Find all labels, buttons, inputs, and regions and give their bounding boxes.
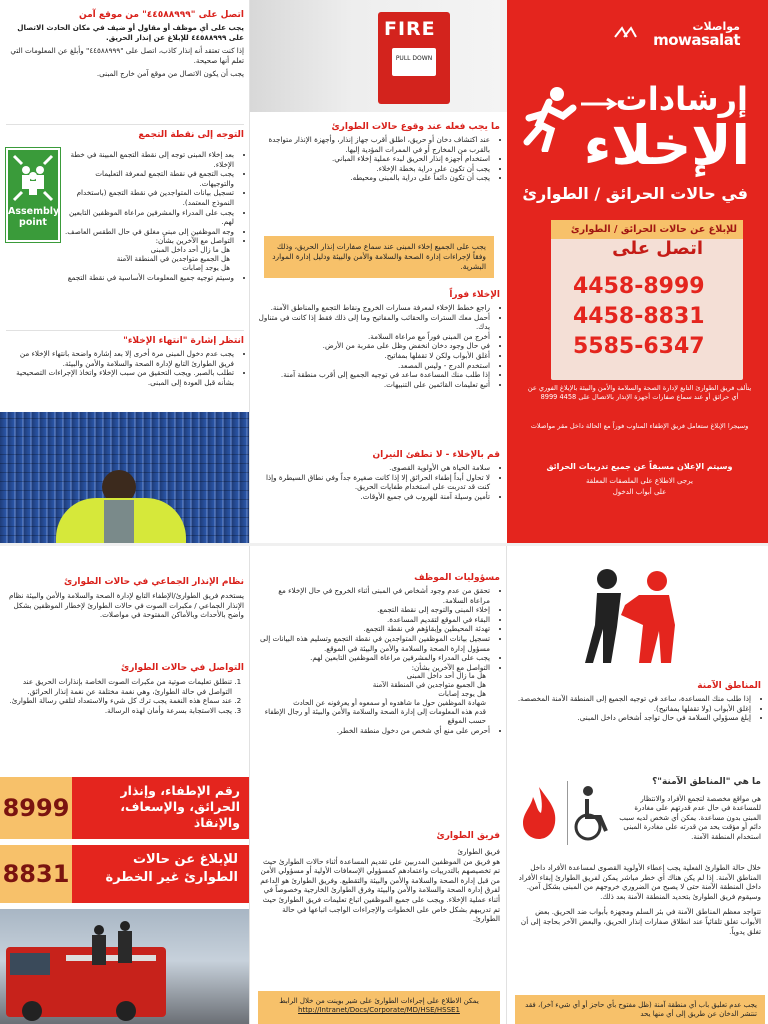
pull-handle xyxy=(392,48,436,76)
drill-notice-sub1: يرجى الاطلاع على الملصقات المعلقة xyxy=(586,477,693,485)
wait-signal-list xyxy=(6,349,244,387)
assembly-point-sign xyxy=(6,148,60,242)
assembly-panel xyxy=(0,0,250,545)
list-item: • تأمين وسيلة آمنة للهروب في جميع الأوقات. xyxy=(256,492,490,502)
employee-duties-title: مسؤوليات الموظف xyxy=(414,573,500,583)
report-label: للإبلاغ عن حالات الحرائق / الطوارئ xyxy=(551,220,743,239)
cover-panel xyxy=(507,0,768,545)
firefighters xyxy=(90,919,150,999)
list-item: • أتبع تعليمات القائمين على التنبيهات. xyxy=(256,380,490,390)
fire-alarm-box xyxy=(378,12,450,104)
list-item: • في حال وجود دخان انخفض وظل على مقربة من الأرض. xyxy=(256,341,490,351)
fold-line xyxy=(506,545,507,1024)
list-item: • تسجيل بيانات المتواجدين في نقطة التجمع (باستخدام النموذج المعتمد). xyxy=(62,188,234,207)
list-item: • تسجيل بيانات الموظفين المتواجدين في نقطة التجمع وتسليم هذه البيانات إلى مسؤول إدارة الصحة والسلامة والأمن والبيئة في الموقع. xyxy=(258,634,490,653)
fire-hotline-number-box[interactable] xyxy=(0,777,72,839)
cover-subtitle: في حالات الحرائق / الطوارئ xyxy=(522,184,748,203)
list-item: • لا تحاول أبداً إطفاء الحرائق إلا إذا كانت صغيرة جداً وفي نطاق السيطرة وإذا كنت قد تدربت على استخدام طفايات الحريق. xyxy=(256,473,490,492)
list-item: 2. عند سماع هذه النغمة يجب ترك كل شيء والاستعداد لتلقي رسالة الطوارئ. xyxy=(6,696,232,706)
duties-sub-5: قدم هذه المعلومات إلى إدارة الصحة والسلامة والأمن والبيئة أو رجال الإطفاء حسب الموقع xyxy=(264,708,486,726)
call-label: اتصل على xyxy=(612,238,703,259)
nonurgent-hotline-banner xyxy=(0,845,250,903)
fire-alarm-label: FIRE xyxy=(384,18,436,40)
logo-mark-icon xyxy=(614,24,640,38)
drill-notice-title: وسيتم الإعلان مسبقاً عن جميع تدريبات الحرائق xyxy=(546,462,733,471)
duties-panel xyxy=(250,545,507,1024)
fire-hotline-banner xyxy=(0,777,250,839)
nonurgent-hotline-text: للإبلاغ عن حالات الطوارئ غير الخطرة xyxy=(105,852,238,885)
worker-figure xyxy=(46,470,196,545)
assembly-sub-2: هل الجميع متواجدين في المنطقة الآمنة xyxy=(116,254,230,263)
assembly-list xyxy=(62,150,244,246)
list-item: • سلامة الحياة هي الأولوية القصوى. xyxy=(256,463,490,473)
sharepoint-notice xyxy=(258,991,500,1024)
duties-sub-1: هل ما زال أحد داخل المبنى xyxy=(406,672,486,681)
list-item: • إذا طلب منك المساعدة، ساعد في توجيه الجميع إلى المنطقة الآمنة المخصصة. xyxy=(515,694,751,704)
list-item: • أخرج من المبنى فوراً مع مراعاة السلامة. xyxy=(256,332,490,342)
duties-sub-4: شهادة الموظفين حول ما شاهدوه أو سمعوه أو يعرفونه عن الحادث xyxy=(293,699,486,708)
call-paragraph-1: يجب على أي موظف أو مقاول أو ضيف في مكان الحادث الاتصال على ٤٤٥٨٨٩٩٩ للإبلاغ عن إنذار الحريق. xyxy=(17,23,244,42)
list-item: • استخدم الدرج - وليس المصعد. xyxy=(256,361,490,371)
what-to-do-list xyxy=(256,135,500,183)
cover-title-line2: الإخلاء xyxy=(583,114,750,177)
fire-hotline-number: 8999 xyxy=(2,794,70,822)
phone-1[interactable]: 4458-8999 xyxy=(573,274,705,299)
what-to-do-title: ما يجب فعله عند وقوع حالات الطوارئ xyxy=(331,122,500,132)
divider xyxy=(6,330,244,331)
assembly-title: التوجه إلى نقطة التجمع xyxy=(138,130,244,140)
assembly-sub-1: هل ما زال أحد داخل المبنى xyxy=(150,245,230,254)
sharepoint-text: يمكن الاطلاع على إجراءات الطوارئ على شير بوينت من خلال الرابط xyxy=(279,997,479,1005)
list-item: • يجب التجمع في نقطة التجمع لمعرفة التعليمات والتوجيهات. xyxy=(62,169,234,188)
list-item: • أغلق الأبواب ولكن لا تقفلها بمفاتيح. xyxy=(256,351,490,361)
list-item: • يجب أن تكون دائماً على دراية بالمبنى ومحيطه. xyxy=(256,173,490,183)
phone-3[interactable]: 5585-6347 xyxy=(573,334,705,359)
list-item: • إغلق الأبواب (ولا تقفلها بمفاتيح). xyxy=(515,704,751,714)
list-item: • تحقق من عدم وجود أشخاص في المبنى أثناء الخروج في حال الإخلاء مع مراعاة السلامة. xyxy=(258,586,490,605)
list-item: • البقاء في الموقع لتقديم المساعدة. xyxy=(258,615,490,625)
list-item: • أحمل معك السترات والحقائب والمفاتيح وما إلى ذلك فقط إذا كانت في متناول يدك. xyxy=(256,313,490,332)
logo-arabic: مواصلات xyxy=(692,20,740,33)
drill-notice-sub2: على أبواب الدخول xyxy=(612,488,667,496)
cover-description-1: يتألف فريق الطوارئ التابع لإدارة الصحة والسلامة والأمن والبيئة بالإبلاغ الفوري عن أي حرائق أو عند سماع صفارات أجهزة الإنذار بالاتصال على 4458 8999 xyxy=(527,384,752,401)
list-item: • يجب عدم دخول المبنى مرة أخرى إلا بعد إشارة واضحة بانتهاء الإخلاء من فريق الطوارئ التابع لإدارة الصحة والسلامة والأمن والبيئة. xyxy=(6,349,234,368)
emergency-communication-title: التواصل في حالات الطوارئ xyxy=(121,663,244,673)
safe-zone-panel xyxy=(507,545,768,1024)
list-item: • وجه الموظفين إلى مبنى مغلق في حال الطقس العاصف. xyxy=(62,227,234,237)
list-item: • وسيتم توجيه جميع المعلومات الأساسية في نقطة التجمع xyxy=(62,273,234,283)
list-item: • أحرص على منع أي شخص من دخول منطقة الخطر. xyxy=(258,726,490,736)
list-item: • إبلغ مسؤولي السلامة في حال تواجد أشخاص داخل المبنى. xyxy=(515,713,751,723)
call-safe-location-title: اتصل على "٤٤٥٨٨٩٩٩" من موقع آمن xyxy=(79,10,244,20)
assembly-sub-3: هل يوجد إصابات xyxy=(182,263,230,272)
list-item: • تهدئة المحيطين وإبقاؤهم في نقطة التجمع. xyxy=(258,624,490,634)
duties-sub-3: هل يوجد إصابات xyxy=(438,690,486,699)
phone-2[interactable]: 4458-8831 xyxy=(573,304,705,329)
list-item: • استخدام أجهزة إنذار الحريق لبدء عملية إخلاء المباني. xyxy=(256,154,490,164)
arrow-right-icon xyxy=(579,96,619,110)
emergency-communication-list xyxy=(6,677,244,715)
fire-alarm-photo xyxy=(250,0,507,112)
emergency-team-text: هو فريق من الموظفين المدربين على تقديم المساعدة أثناء حالات الطوارئ حيث تم تخصيصهم بالتدريبات واعتمادهم كمسؤولي الإسعافات الأولية أو مسؤولي الأمن من قبل إدارة الصحة والسلامة والأمن والبيئة والتقطيع. وفريق الطوارئ هو الداعم لفرق إدارة الصحة والسلامة والأمن والبيئة وفرق الطوارئ الخارجية وخصوصاً في أثناء عملية الإخلاء. ويجب على جميع الموظفين اتباع تعليمات فريق الطوارئ حيث تم تدريبهم بشكل خاص على الخطوات والإجراءات الواجب اتباعها في حالة الطوارئ. xyxy=(260,856,500,924)
nonurgent-hotline-number: 8831 xyxy=(2,860,70,888)
duties-sub-2: هل الجميع متواجدين في المنطقة الآمنة xyxy=(372,681,486,690)
list-item: • يجب أن تكون على دراية بخطة الإخلاء. xyxy=(256,164,490,174)
safe-zones-title: المناطق الآمنة xyxy=(697,681,761,691)
fire-hotline-text: رقم الإطفاء، وإنذار الحرائق، والإسعاف، والإنقاذ xyxy=(120,783,240,830)
alarm-panel xyxy=(0,545,250,1024)
list-item: • إذا طلب منك المساعدة ساعد في توجيه الجميع إلى أقرب منطقة آمنة. xyxy=(256,370,490,380)
mass-alarm-title: نظام الإنذار الجماعي في حالات الطوارئ xyxy=(63,577,244,587)
call-paragraph-3: يجب أن يكون الاتصال من موقع آمن خارج المبنى. xyxy=(96,69,244,79)
list-item: • تطلب بالصبر. ويجب التحقيق من سبب الإخلاء واتخاذ الإجراءات التصحيحية بشأنه قبل العودة إلى المبنى. xyxy=(6,368,234,387)
safe-zones-paragraph-3: تتواجد معظم المناطق الآمنة في بئر السلم ومجهزة بأبواب ضد الحريق. بعض الأبواب تغلق تلقائياً عند انطلاق صفارات إنذار الحريق، والبعض الآخر بحاجة إلى أن تغلق يدوياً. xyxy=(520,907,761,936)
list-item: 1. تنطلق تعليمات صوتية من مكبرات الصوت الخاصة بإنذارات الحريق عند التواصل في حالة الطوارئ، وهي نغمة مختلفة عن نغمة إنذار الحرائق. xyxy=(6,677,232,696)
safe-zones-list xyxy=(515,694,761,723)
helping-figures-icon xyxy=(577,565,687,665)
cover-description-2: وسيجرا الإبلاغ ستعامل فريق الإطفاء المناوب فوراً مع الحالة داخل مقر مواصلات xyxy=(530,422,749,430)
assembly-people-icon xyxy=(8,150,58,206)
pull-down-label: PULL DOWN xyxy=(395,55,433,62)
page-split xyxy=(0,543,768,546)
logo-english: mowasalat xyxy=(653,31,740,49)
building-photo xyxy=(0,412,250,545)
safe-zone-door-notice: يجب عدم تعليق باب أي منطقة آمنة (ظل مفتوح بأي حاجز أو أي شيء آخر)، فقد تنتشر الدخان عن طريق إلى أي منها يحد xyxy=(515,995,765,1024)
list-item: • يجب على المدراء والمشرفين مراعاة الموظفين التابعين لهم. xyxy=(258,653,490,663)
hotline-card xyxy=(551,220,743,380)
safe-zones-definition: هي مواقع مخصصة لتجمع الأفراد والانتظار للمساعدة في حال عدم قدرتهم على مغادرة المبنى بدون مساعدة. يمكن أي شخص لديه سبب دائم أو مؤقت يحد من قدرته على مغادرة المبنى استخدام المنطقة الآمنة. xyxy=(619,795,761,841)
wheelchair-icon xyxy=(567,781,614,845)
do-not-fight-fire-title: قم بالإخلاء - لا تطفئ النيران xyxy=(372,450,500,460)
list-item: • إخلاء المبنى والتوجه إلى نقطة التجمع. xyxy=(258,605,490,615)
list-item: 3. يجب الاستجابة بسرعة وأمان لهذه الرسالة. xyxy=(6,706,232,716)
wait-signal-title: انتظر إشارة "انتهاء الإخلاء" xyxy=(123,336,244,346)
list-item: • عند اكتشاف دخان أو حريق، اطلق أقرب جهاز إنذار، وأجهزة الإنذار متواجدة بالقرب من المخارج أو في الممرات المؤدية إليها. xyxy=(256,135,490,154)
list-item: • بعد إخلاء المبنى توجه إلى نقطة التجمع المبينة في خطة الإخلاء. xyxy=(62,150,234,169)
evacuate-now-title: الإخلاء فوراً xyxy=(449,290,500,300)
do-not-fight-fire-list xyxy=(256,463,500,501)
running-man-icon xyxy=(519,86,579,152)
safe-zones-paragraph-2: خلال حالة الطوارئ الفعلية يجب إعطاء الأولوية القصوى لمساعدة الأفراد داخل المناطق الآمنة. إذا لم يكن هناك أي خطر مباشر يمكن لفريق الطوارئ إبقاء الأفراد داخل المنطقة الآمنة حتى لا يصبح من الضروري خروجهم من المبنى بشكل آمن. وسيقوم فريق الطوارئ بتحديد المنطقة الآمنة بعد ذلك. xyxy=(518,863,761,901)
fire-icon xyxy=(519,785,559,841)
evacuation-notice-box: يجب على الجميع إخلاء المبنى عند سماع صفارات إنذار الحريق، وذلك وفقاً لإجراءات إدارة الصحة والسلامة والأمن والبيئة ودليل إدارة الموارد البشرية. xyxy=(264,236,494,278)
divider xyxy=(6,124,244,125)
fire-procedure-panel xyxy=(250,0,507,545)
emergency-team-title: فريق الطوارئ xyxy=(436,831,500,841)
evacuate-now-list xyxy=(256,303,500,389)
list-item: • التواصل مع الآخرين بشأن: xyxy=(258,663,490,673)
employee-duties-list xyxy=(258,586,500,672)
fold-line xyxy=(249,0,250,1024)
fire-truck-photo xyxy=(0,909,250,1024)
assembly-point-label: Assembly point xyxy=(8,206,60,228)
brand-logo xyxy=(653,20,740,49)
list-item: • يجب على المدراء والمشرفين مراعاة الموظفين التابعين لهم. xyxy=(62,208,234,227)
call-paragraph-2: إذا كنت تعتقد أنه إنذار كاذب، اتصل على "٤٤٥٨٨٩٩٩" وأبلغ عن المعلومات التي تعلم أنها صحيحة. xyxy=(10,46,244,65)
nonurgent-hotline-number-box[interactable] xyxy=(0,845,72,903)
emergency-team-label: فريق الطوارئ xyxy=(457,847,500,856)
sharepoint-link[interactable]: http://Intranet/Docs/Corporate/MD/HSE/HSSE1 xyxy=(298,1006,460,1014)
list-item: • راجع خطط الإخلاء لمعرفة مسارات الخروج ونقاط التجمع والمناطق الآمنة. xyxy=(256,303,490,313)
list-item: • التواصل مع الآخرين بشأن: xyxy=(62,236,234,246)
what-are-safe-zones-title: ما هي "المناطق الآمنة"؟ xyxy=(652,777,761,787)
cover-title-line1: إرشادات xyxy=(615,80,748,118)
mass-alarm-text: يستخدم فريق الطوارئ/الإطفاء التابع لإدارة الصحة والسلامة والأمن والبيئة نظام الإنذار الجماعي / مكبرات الصوت في حالات الطوارئ لإخطار الموظفين بشكل واضح بالأحداث وبالأماكن المفتوحة في مواصلات. xyxy=(8,591,244,620)
